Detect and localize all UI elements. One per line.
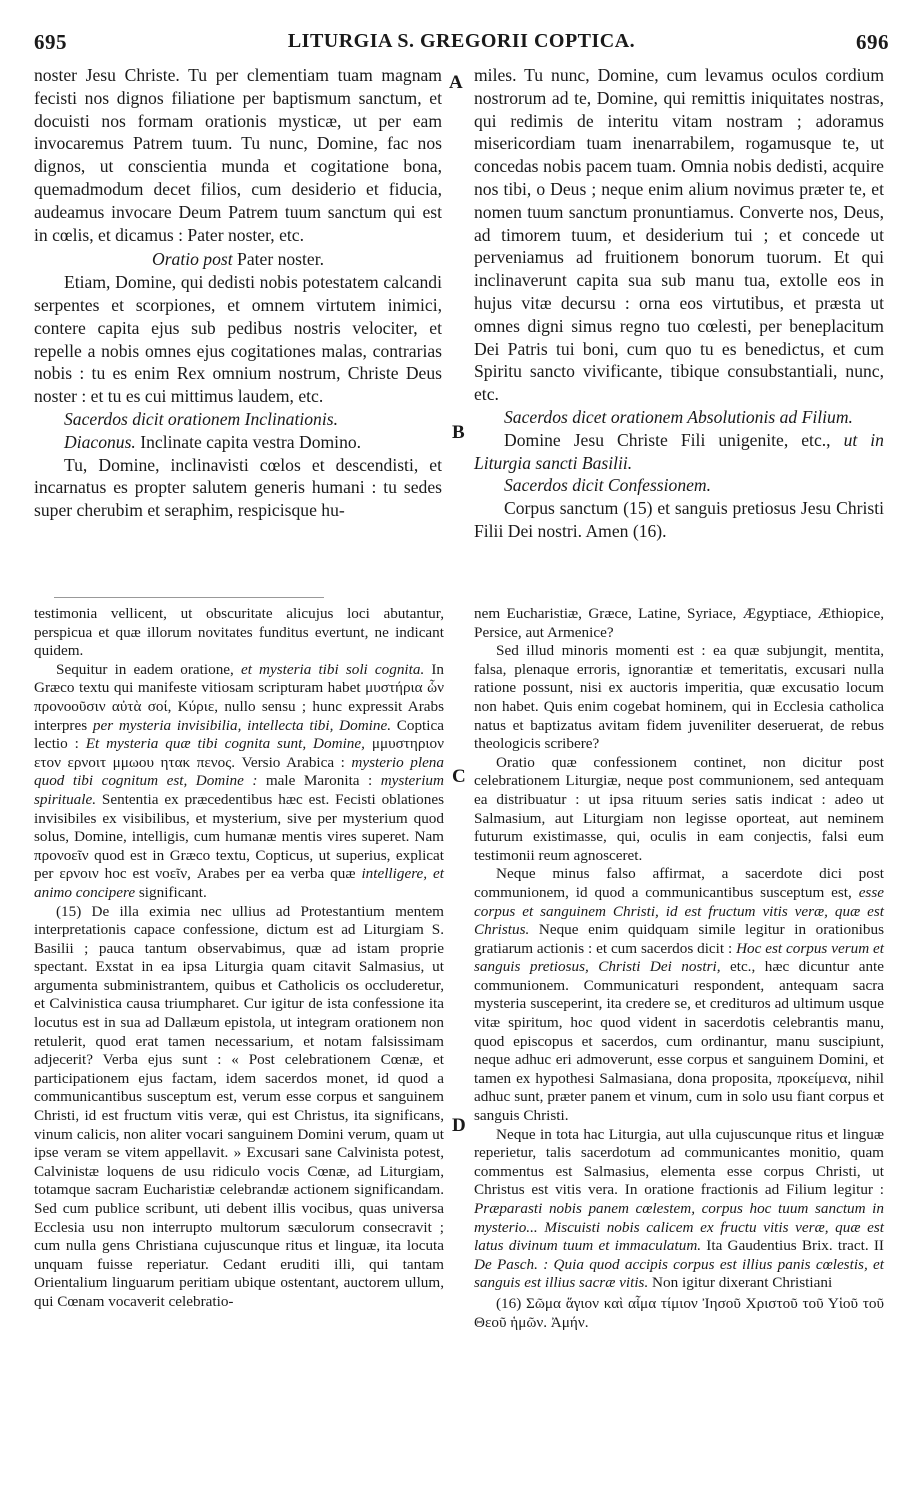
- text-plain: In Græco textu qui manifeste vitiosam scripturam habet μυστήρια ὧν προνοοῦσιν αὐτὰ σοί, Κύριε, nullo sensu ; hunc expressit Arabs interpres: [34, 660, 445, 734]
- margin-marker-d: D: [452, 1115, 466, 1136]
- text-plain: μμυστηριον ετον ερνοιτ μμωου ητακ πενος. Versio Arabica :: [34, 735, 444, 771]
- margin-marker-b: B: [452, 422, 465, 443]
- text-plain: significant.: [135, 883, 207, 901]
- paragraph: miles. Tu nunc, Domine, cum levamus oculos cordium nostrorum ad te, Domine, qui remittis iniquitates nostras, qui redimis de interitu vitam nostram ; adoramus misericordiam tuam inenarrabilem, rogamusque te, ut concedas nobis pacem tuam. Omnia nobis dedisti, acquire nos tibi, o Deus ; neque enim alium novimus præter te, et nomen tuum sanctum pronuntiamus. Converte nos, Deus, ad timorem tuum, et desiderium tui ; et concede ut perveniamus ad fruitionem bonorum tuorum. Et qui inclinaverunt capita sua sub manu tua, extolle eos in hujus vitæ decursu : orna eos virtutibus, et præsta ut omnes digni simus regno tuo cœlesti, per beneplacitum Dei Patris tui boni, cum quo tu es benedictus, et cum Spiritu sancto vivificante, tibique consubstantiali, nunc, etc.: [474, 65, 884, 405]
- running-header: [34, 30, 889, 58]
- footnote-15: (15) De illa eximia nec ullius ad Protestantium mentem interpretationis capace confessione, dictum est ad Liturgiam S. Basilii ; pauca tantum observabimus, quæ ad istam proprie spectant. Exstat in ea ipsa Liturgia quam citavit Salmasius, ut argumenta subministrantem, quibus et Catholicis os occluderetur, et Calvinistica causa triumpharet. Cur igitur de ista confessione ita locutus est in sua ad Dallæum epistola, ut integram orationem non retulerit, quod erat tamen necessarium, et notam falsissimam adjecerit? Verba ejus sunt : « Post celebrationem Cœnæ, et participationem ejus factam, idem sacerdos monet, id quod a communicantibus susceptum est, verum esse corpus et sanguinem Christi, id est fructum vitis veræ, qui est Christus, ita significans, vinum calicis, non aliter vocari sanguinem Domini verum, quam ut ipse veram se vitem appellavit. » Excusari sane Calvinista potest, Calvinistæ loquens de usu ridiculo vocis Cœnæ, ad Liturgiam, totamque sacram Eucharistiæ celebrandæ actionem significandam. Sed cum publice scribunt, uti debent illis vocibus, quas universa Ecclesia usu non interrupto multorum sæculorum consecravit ; cum nulla gens Christiana cujuscunque ritus et linguæ, ita locuta unquam fuisse reperiatur. Cedant eruditi illi, qui tantam Orientalium linguarum peritiam ubique ostentant, auctorem ullum, qui Cœnam vocaverit celebratio-: [34, 902, 444, 1310]
- page-number-left: 695: [34, 30, 67, 54]
- text-italic: mysterio plena quod tibi cognitum est, Domine :: [34, 753, 444, 790]
- text-plain: Neque enim quidquam simile legitur in orationibus gratiarum actionis : et cum sacerdos dicit :: [474, 921, 884, 957]
- divider-rule: [54, 597, 324, 598]
- note-paragraph: [474, 1126, 884, 1293]
- main-text-right-column: [474, 64, 884, 543]
- text-plain: male Maronita :: [257, 772, 381, 790]
- text-plain: Sententia ex præcedentibus hæc est. Fecisti oblationes invisibiles ex visibilibus, et mysterium, sive per mysterium quod solus, Domine, intelligis, cum humanæ mentis vires superet. Nam προνοεῖν quod est in Græco textu, Copticus, ut superius, explicat per ερνοιν hoc est νοεῖν, Arabes per ea verba quæ: [34, 790, 444, 883]
- text-italic: ut in Liturgia sancti Basilii.: [474, 429, 884, 473]
- text-italic: mysterium spirituale.: [34, 772, 444, 808]
- main-text-left-column: [34, 64, 442, 522]
- section-heading: [34, 248, 442, 271]
- page-number-right: 696: [856, 30, 889, 54]
- text-plain: Ita Gaudentius Brix. tract. II: [701, 1237, 884, 1255]
- notes-right-column: [474, 605, 884, 1332]
- text-italic: per mysteria invisibilia, intellecta tibi, Domine.: [92, 716, 392, 734]
- text-plain: Neque minus falso affirmat, a sacerdote dici post communionem, id quod a communicantibus susceptum est,: [474, 865, 884, 901]
- heading-plain: Pater noster.: [232, 249, 325, 270]
- text-plain: Non igitur dixerant Christiani: [648, 1274, 833, 1292]
- text-plain: Neque in tota hac Liturgia, aut ulla cujuscunque ritus et linguæ reperietur, talis sacerdotum ad communicantes monitio, quam commentus est Salmasius, elementa esse corpus Christi, ut Christus est vitis vera. In oratione fractionis ad Filium legitur :: [474, 1125, 884, 1199]
- paragraph: noster Jesu Christe. Tu per clementiam tuam magnam fecisti nos dignos filiatione per baptismum sanctum, et docuisti nos formam orationis mysticæ, ut per eam invocaremus Patrem tuum. Tu nunc, Domine, fac nos dignos, ut conscientia munda et cogitatione bona, quemadmodum decet filios, cum desiderio et fiducia, audeamus invocare Deum Patrem tuum sanctum qui est in cœlis, et dicamus : Pater noster, etc.: [34, 65, 442, 245]
- text-italic: et mysteria tibi soli cognita.: [240, 660, 425, 678]
- footnote-16: (16) Σῶμα ἅγιον καὶ αἷμα τίμιον Ἰησοῦ Χριστοῦ τοῦ Υἱοῦ τοῦ Θεοῦ ἡμῶν. Ἀμήν.: [474, 1294, 884, 1331]
- text-italic: esse corpus et sanguinem Christi, id est fructum vitis veræ, quæ est Christus.: [474, 883, 884, 939]
- text-italic: Præparasti nobis panem cœlestem, corpus hoc tuum sanctum in mysterio... Miscuisti nobis calicem ex fructu vitis veræ, quæ est latus divinum tuum et immaculatum.: [474, 1200, 884, 1255]
- text-italic: Et mysteria quæ tibi cognita sunt, Domine,: [85, 735, 365, 753]
- note-paragraph: [474, 865, 884, 1125]
- note-paragraph: Oratio quæ confessionem continet, non dicitur post celebrationem Liturgiæ, neque post communionem, sed antequam ea distribuatur : ut ipsa rituum series satis indicat : adeo ut Salmasium, aut Liturgiam non legisse oporteat, aut neminem futurum existimasse, qui, oculis in eam conjectis, falsi eum testimonii reum agnosceret.: [474, 753, 884, 864]
- heading-italic: Oratio post: [151, 249, 233, 270]
- text-italic: intelligere, et animo concipere: [34, 865, 444, 901]
- rubric: [34, 431, 442, 454]
- paragraph: Etiam, Domine, qui dedisti nobis potestatem calcandi serpentes et scorpiones, et omnem virtutem inimici, contere capita ejus sub pedibus nostris velociter, et repelle a nobis omnes ejus cogitationes malas, contrarias nobis : tu es enim Rex omnium nostrum, Christe Deus noster : et tu es cui mittimus laudem, etc.: [34, 272, 442, 407]
- rubric: Sacerdos dicit Confessionem.: [504, 475, 712, 496]
- note-paragraph: [34, 661, 444, 903]
- rubric: Sacerdos dicit orationem Inclinationis.: [64, 408, 338, 429]
- text-italic: De Pasch. : Quia quod accipis corpus est illius panis cœlestis, et sanguis est illius sacræ vitis.: [474, 1255, 884, 1292]
- paragraph: Tu, Domine, inclinavisti cœlos et descendisti, et incarnatus es propter salutem generis humani : tu sedes super cherubim et seraphim, respicisque hu-: [34, 454, 442, 521]
- note-paragraph: testimonia vellicent, ut obscuritate alicujus loci abutantur, perspicua et quæ illorum novitates funditus evertunt, ne indicant quidem.: [34, 605, 444, 660]
- note-paragraph: Sed illud minoris momenti est : ea quæ subjungit, mentita, falsa, plenaque erroris, ignorantiæ et temeritatis, excusari nulla ratione possunt, nisi ex auctoris imperitia, quæ excusatio locum non habet. Quis enim cogebat hominem, qui in Ecclesia catholica natus et baptizatus avitam fidem juveniliter deseruerat, de rebus theologicis scribere?: [474, 642, 884, 753]
- note-paragraph: nem Eucharistiæ, Græce, Latine, Syriace, Ægyptiace, Æthiopice, Persice, aut Armenice?: [474, 605, 884, 641]
- rubric: Sacerdos dicet orationem Absolutionis ad Filium.: [504, 406, 853, 427]
- paragraph: [474, 429, 884, 475]
- text-italic: Hoc est corpus verum et sanguis pretiosus, Christi Dei nostri,: [474, 939, 884, 976]
- text-plain: Coptica lectio :: [34, 716, 444, 753]
- paragraph: Corpus sanctum (15) et sanguis pretiosus Jesu Christi Filii Dei nostri. Amen (16).: [474, 498, 884, 541]
- rubric-speaker: Diaconus.: [64, 431, 136, 452]
- margin-marker-a: A: [449, 72, 463, 93]
- rubric-text: Inclinate capita vestra Domino.: [135, 431, 362, 452]
- notes-left-column: [34, 605, 444, 1312]
- running-title: LITURGIA S. GREGORII COPTICA.: [287, 30, 636, 52]
- text-plain: etc., hæc dicuntur ante communionem. Communicaturi respondent, antequam sacra mysteria susceperint, ita credere se, et credituros ad ultimum usque vitæ spiritum, hoc quod vident in sacerdotis celebrantis manu, quod episcopus et sacerdos, cum ordinantur, manu suscipiunt, neque adhuc eri admoverunt, esse corpus et sanguinem Domini, et tamen ex hypothesi Salmasiana, dona proposita, προκείμενα, nihil adhuc sunt, præter panem et vinum, cum in solo usu fiant corpus et sanguis Christi.: [474, 958, 885, 1125]
- text-plain: Sequitur in eadem oratione,: [56, 660, 241, 678]
- margin-marker-c: C: [452, 766, 466, 787]
- text-plain: Domine Jesu Christe Fili unigenite, etc.,: [504, 429, 844, 450]
